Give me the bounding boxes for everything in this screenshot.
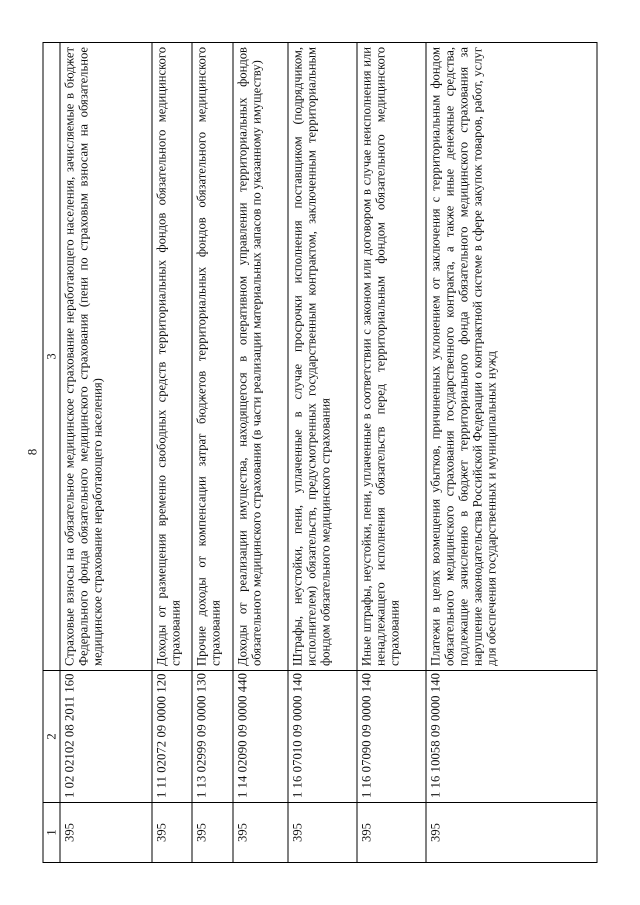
- description-cell: Прочие доходы от компенсации затрат бюджетов территориальных фондов обязательного медицинского страхования: [192, 42, 232, 670]
- page-number: 8: [24, 448, 40, 456]
- budget-code-cell: 1 14 02090 09 0000 440: [233, 670, 288, 802]
- budget-code-cell: 1 02 02102 08 2011 160: [60, 670, 152, 802]
- admin-code-cell: 395: [288, 802, 357, 862]
- table-row: [357, 42, 426, 862]
- table-row: [60, 42, 152, 862]
- description-cell: Страховые взносы на обязательное медицинское страхование неработающего населения, зачисляемые в бюджет Федерального фонда обязательного медицинского страхования (пени по страховым взносам на обязательное медицинское страхование неработающего населения): [60, 42, 152, 670]
- description-cell: Штрафы, неустойки, пени, уплаченные в случае просрочки исполнения поставщиком (подрядчиком, исполнителем) обязательств, предусмотренных государственным контрактом, заключенным территориальным фондом обязательного медицинского страхования: [288, 42, 357, 670]
- admin-code-cell: 395: [152, 802, 192, 862]
- budget-code-cell: 1 16 10058 09 0000 140: [426, 670, 597, 802]
- table-header-row: [43, 42, 60, 862]
- description-cell: Доходы от реализации имущества, находящегося в оперативном управлении территориальных фондов обязательного медицинского страхования (в части реализации материальных запасов по указанному имуществу): [233, 42, 288, 670]
- table-row: [233, 42, 288, 862]
- table-row: [426, 42, 597, 862]
- budget-code-cell: 1 16 07010 09 0000 140: [288, 670, 357, 802]
- budget-code-cell: 1 16 07090 09 0000 140: [357, 670, 426, 802]
- admin-code-cell: 395: [233, 802, 288, 862]
- column-header-1: 1: [43, 802, 60, 862]
- table-row: [288, 42, 357, 862]
- admin-code-cell: 395: [192, 802, 232, 862]
- admin-code-cell: 395: [426, 802, 597, 862]
- description-cell: Доходы от размещения временно свободных средств территориальных фондов обязательного медицинского страхования: [152, 42, 192, 670]
- description-cell: Платежи в целях возмещения убытков, причиненных уклонением от заключения с территориальным фондом обязательного медицинского страхования государственного контракта, а также иные денежные средства, подлежащие зачислению в бюджет территориального фонда обязательного медицинского страхования за нарушение законодательства Российской Федерации о контрактной системе в сфере закупок товаров, работ, услуг для обеспечения государственных и муниципальных нужд: [426, 42, 597, 670]
- rotated-table-container: [43, 43, 598, 863]
- table-row: [192, 42, 232, 862]
- budget-code-cell: 1 11 02072 09 0000 120: [152, 670, 192, 802]
- admin-code-cell: 395: [357, 802, 426, 862]
- budget-code-cell: 1 13 02999 09 0000 130: [192, 670, 232, 802]
- admin-code-cell: 395: [60, 802, 152, 862]
- column-header-2: 2: [43, 670, 60, 802]
- column-header-3: 3: [43, 42, 60, 670]
- table-row: [152, 42, 192, 862]
- revenue-codes-table: [43, 42, 598, 863]
- description-cell: Иные штрафы, неустойки, пени, уплаченные в соответствии с законом или договором в случае неисполнения или ненадлежащего исполнения обязательств перед территориальным фондом обязательного медицинского страхования: [357, 42, 426, 670]
